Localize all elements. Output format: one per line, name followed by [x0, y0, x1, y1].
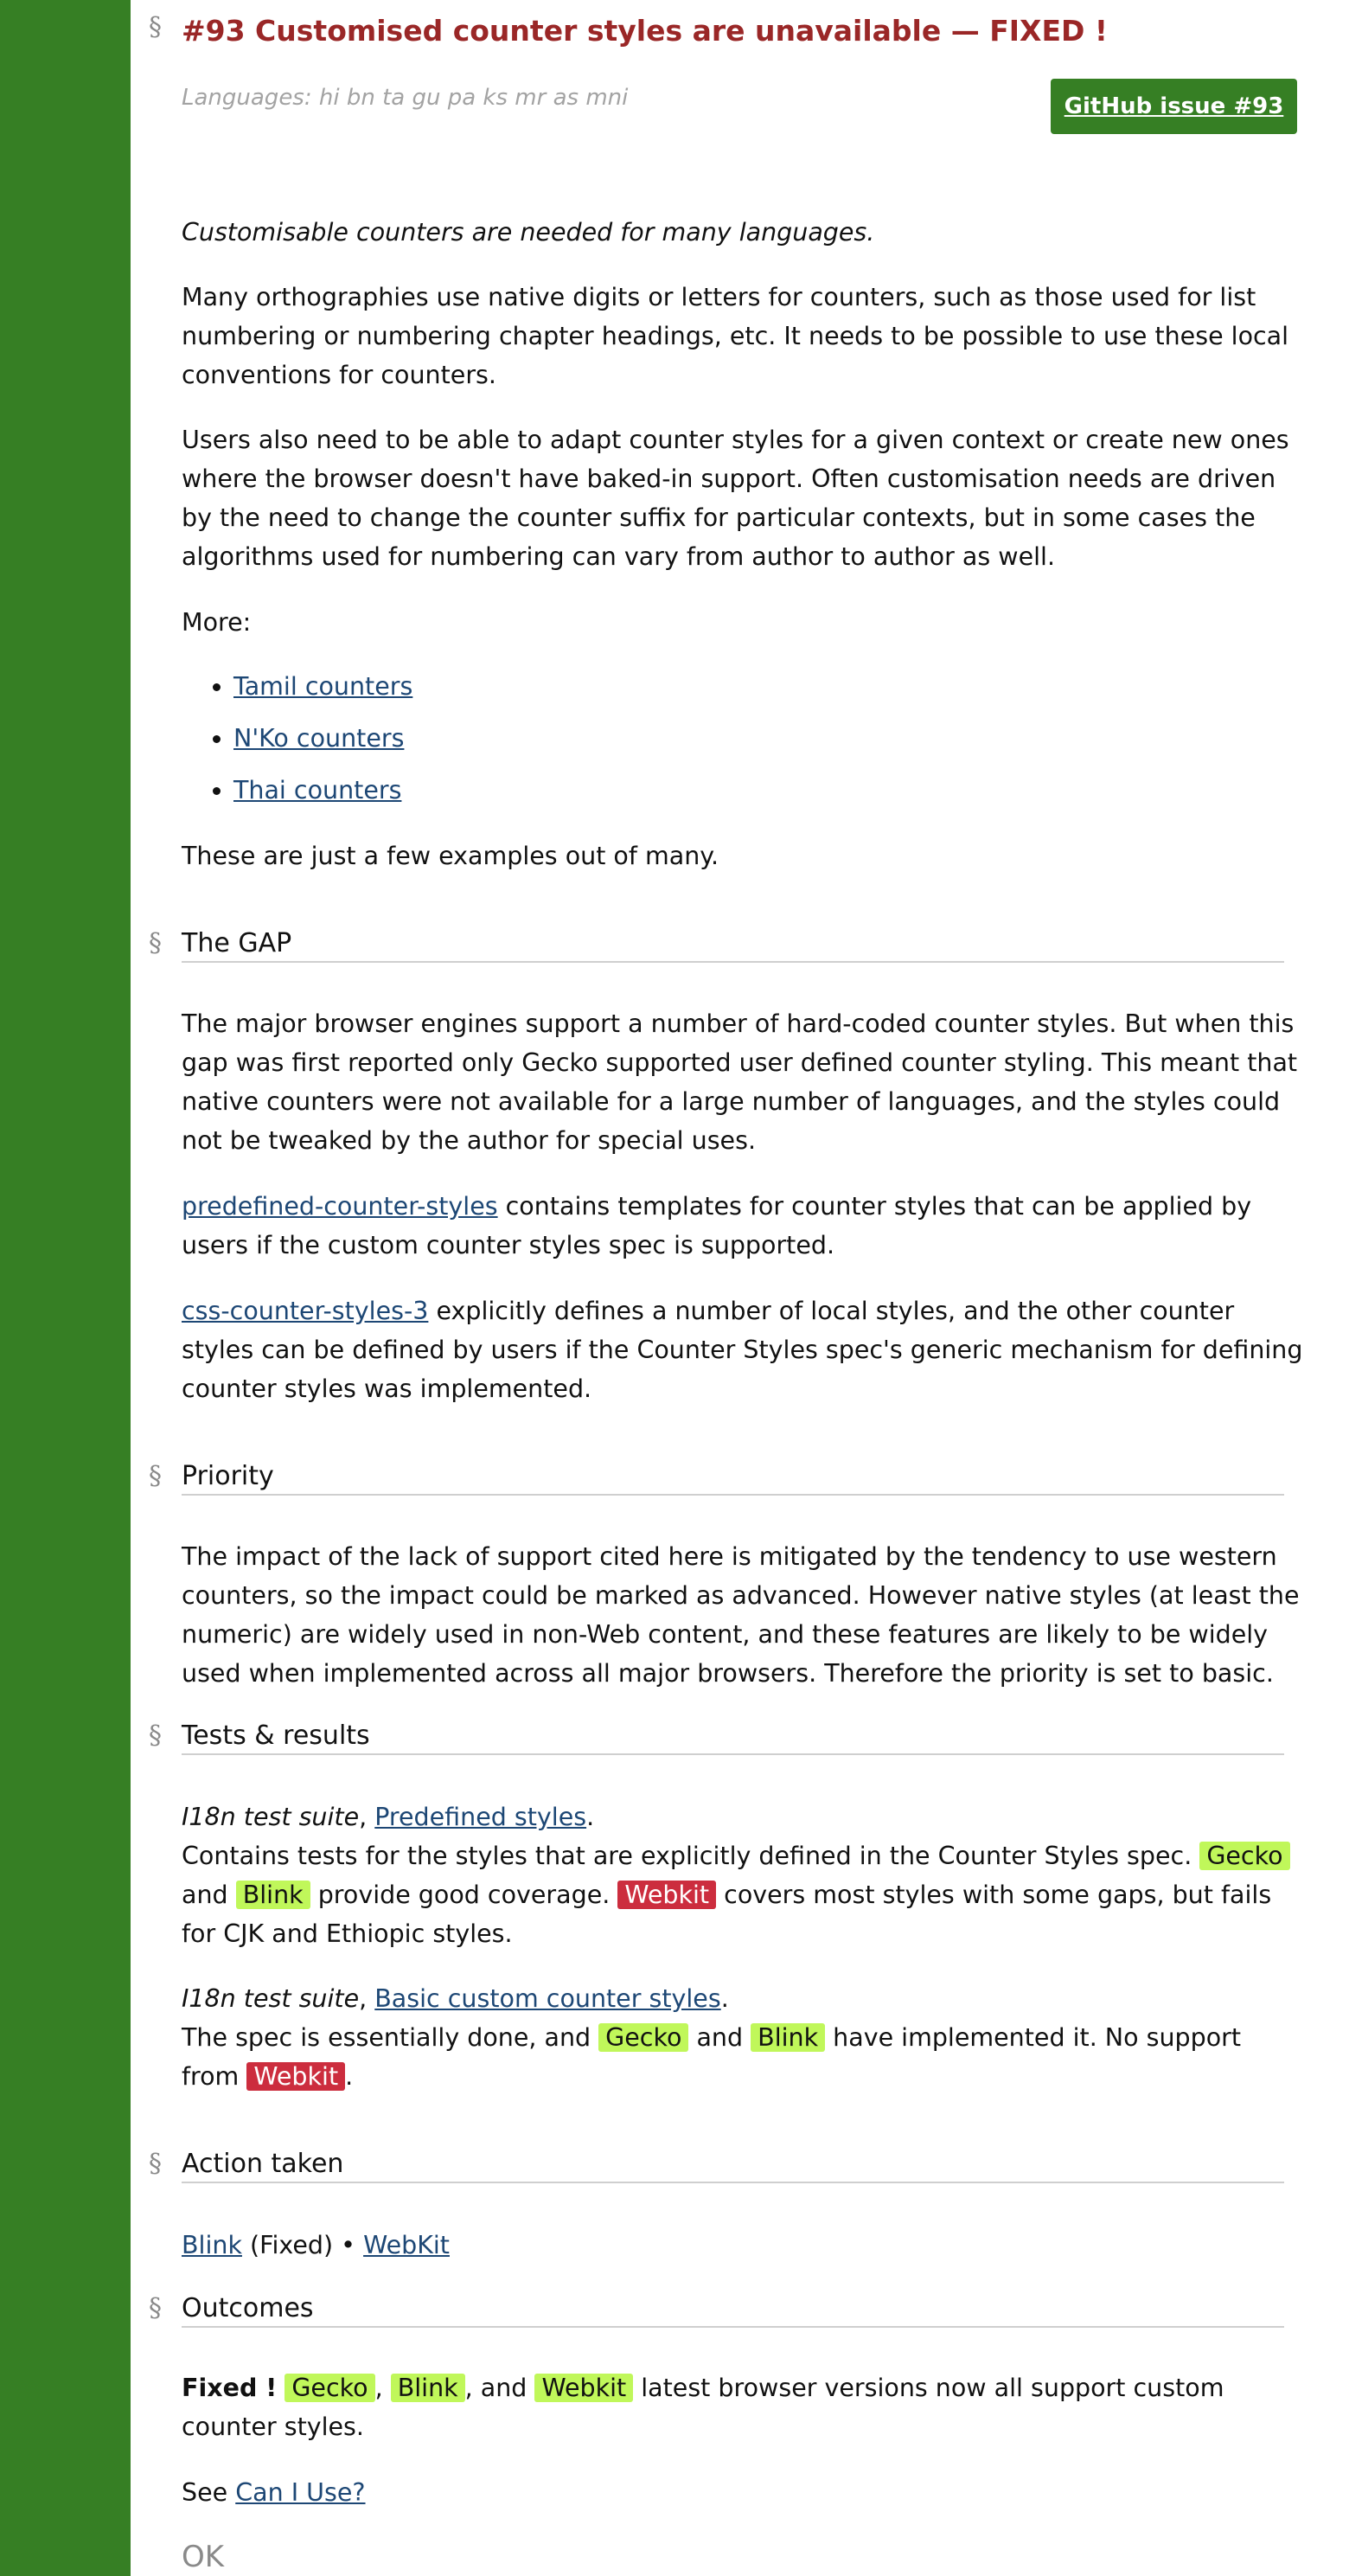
test-suite-label: I18n test suite: [182, 1984, 360, 2013]
test-1-text-c: covers most styles with some gaps, but fails for CJK and Ethiopic styles.: [182, 1881, 1272, 1948]
gap-paragraph-1: The major browser engines support a number of hard-coded counter styles. But when this gap was first reported only Gecko supported user defined counter styling. This meant that native counters were not available for a large number of languages, and the styles could not be tweaked by the author for special uses.: [182, 1009, 1298, 1155]
test-2-text-b: have implemented it. No support from: [182, 2023, 1242, 2091]
basic-custom-counter-styles-link[interactable]: Basic custom counter styles: [374, 1984, 721, 2013]
blink-badge: Blink: [236, 1881, 310, 1909]
blink-badge: Blink: [391, 2374, 465, 2402]
see-label: See: [182, 2478, 236, 2507]
outcomes-comma: ,: [374, 2374, 391, 2402]
priority-heading: Priority: [182, 1461, 1284, 1496]
test-1-and: and: [182, 1881, 236, 1909]
languages-list: Languages: hi bn ta gu pa ks mr as mni: [182, 85, 629, 111]
thai-counters-link[interactable]: Thai counters: [233, 776, 402, 804]
can-i-use-link[interactable]: Can I Use?: [235, 2478, 366, 2507]
gecko-badge: Gecko: [285, 2374, 374, 2402]
gecko-badge: Gecko: [1199, 1842, 1289, 1870]
nko-counters-link[interactable]: N'Ko counters: [233, 724, 405, 753]
page-title: #93 Customised counter styles are unavailable — FIXED !: [182, 14, 1108, 48]
section-mark[interactable]: §: [149, 1461, 162, 1491]
intro-paragraph-1: Many orthographies use native digits or letters for counters, such as those used for list numbering or numbering chapter headings, etc. It needs to be possible to use these local conventions for counters.: [182, 283, 1289, 389]
see-line: [182, 2473, 1306, 2512]
test-2-and: and: [688, 2023, 751, 2052]
webkit-badge: Webkit: [534, 2374, 633, 2402]
more-links-list: [182, 661, 752, 817]
section-mark[interactable]: §: [149, 2149, 162, 2179]
gap-paragraph-2-text: contains templates for counter styles that can be applied by users if the custom counter styles spec is supported.: [182, 1192, 1252, 1259]
action-heading: Action taken: [182, 2149, 1284, 2183]
tests-heading: Tests & results: [182, 1721, 1284, 1755]
test-1-text-b: provide good coverage.: [310, 1881, 618, 1909]
outcomes-heading: Outcomes: [182, 2293, 1284, 2328]
webkit-badge: Webkit: [246, 2062, 345, 2091]
test-1-text-a: Contains tests for the styles that are explicitly defined in the Counter Styles spec.: [182, 1842, 1200, 1870]
more-label: More:: [182, 608, 252, 637]
github-issue-button[interactable]: GitHub issue #93: [1051, 79, 1297, 134]
action-line: [182, 2226, 1306, 2265]
blink-status: (Fixed) •: [241, 2231, 364, 2259]
test-result-1: I18n test suite, Predefined styles. Contains tests for the styles that are explicitly defined in the Counter Styles spec. Gecko and Blink provide good coverage. Webkit covers most styles with some gaps, but fails for CJK and Ethiopic styles.: [182, 1797, 1306, 1953]
gap-heading: The GAP: [182, 928, 1284, 963]
blink-badge: Blink: [751, 2023, 825, 2052]
intro-paragraph-2: Users also need to be able to adapt counter styles for a given context or create new ones where the browser doesn't have baked-in support. Often customisation needs are driven by the need to change the counter suffix for particular contexts, but in some cases the algorithms used for numbering can vary from author to author as well.: [182, 426, 1289, 571]
fixed-label: Fixed !: [182, 2374, 278, 2402]
list-item: [233, 661, 752, 713]
predefined-styles-link[interactable]: Predefined styles: [374, 1803, 587, 1831]
test-2-text-a: The spec is essentially done, and: [182, 2023, 599, 2052]
gecko-badge: Gecko: [598, 2023, 688, 2052]
section-mark[interactable]: §: [149, 2293, 162, 2323]
webkit-badge: Webkit: [617, 1881, 716, 1909]
test-suite-label: I18n test suite: [182, 1803, 360, 1831]
gap-paragraph-3-text: explicitly defines a number of local styles, and the other counter styles can be defined by users if the Counter Styles spec's generic mechanism for defining counter styles was implemented.: [182, 1297, 1303, 1403]
ok-status: OK: [182, 2540, 225, 2574]
intro-lead: Customisable counters are needed for many languages.: [182, 218, 875, 247]
blink-bug-link[interactable]: Blink: [182, 2231, 242, 2259]
outcomes-text: latest browser versions now all support custom counter styles.: [182, 2374, 1224, 2441]
outcomes-paragraph: [182, 2368, 1306, 2446]
intro-closing: These are just a few examples out of many.: [182, 842, 719, 870]
css-counter-styles-3-link[interactable]: css-counter-styles-3: [182, 1297, 429, 1325]
priority-paragraph: The impact of the lack of support cited here is mitigated by the tendency to use western counters, so the impact could be marked as advanced. However native styles (at least the numeric) are widely used in non-Web content, and these features are likely to be widely used when implemented across all major browsers. Therefore the priority is set to basic.: [182, 1542, 1300, 1688]
predefined-counter-styles-link[interactable]: predefined-counter-styles: [182, 1192, 498, 1221]
left-sidebar-band: [0, 0, 131, 2576]
gap-paragraph-3: [182, 1291, 1306, 1408]
webkit-bug-link[interactable]: WebKit: [363, 2231, 450, 2259]
list-item: [233, 713, 752, 765]
section-mark[interactable]: §: [149, 12, 162, 42]
section-mark[interactable]: §: [149, 928, 162, 958]
outcomes-and: , and: [464, 2374, 535, 2402]
test-result-2: I18n test suite, Basic custom counter styles. The spec is essentially done, and Gecko and Blink have implemented it. No support from Webkit .: [182, 1984, 1242, 2091]
section-mark[interactable]: §: [149, 1721, 162, 1751]
list-item: [233, 765, 752, 817]
gap-paragraph-2: [182, 1187, 1306, 1265]
tamil-counters-link[interactable]: Tamil counters: [233, 672, 413, 701]
